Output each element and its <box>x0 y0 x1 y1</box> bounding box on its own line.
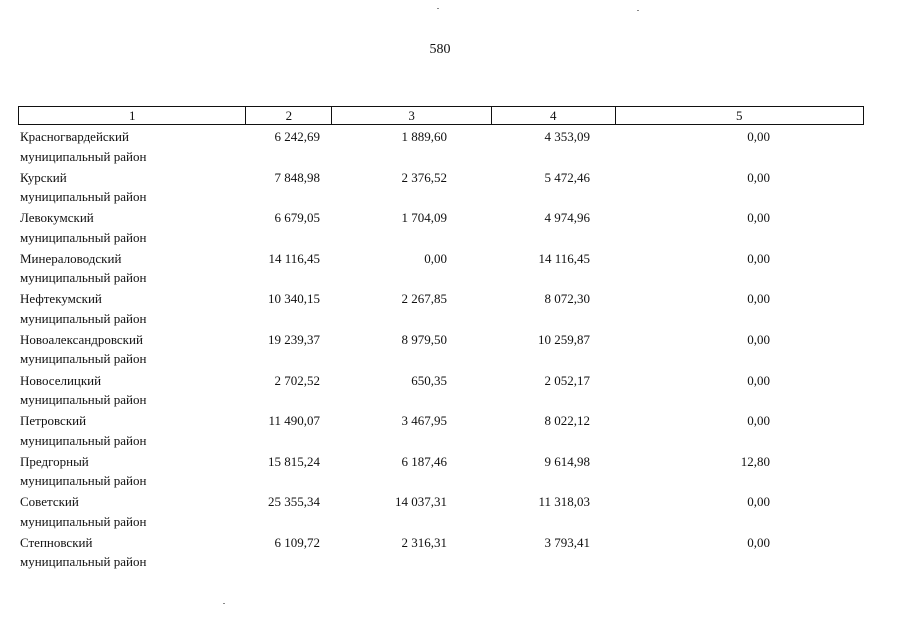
district-name <box>20 411 146 450</box>
value-col-5: 0,00 <box>747 331 770 347</box>
district-name-line1: Нефтекумский <box>20 291 102 307</box>
value-col-2: 10 340,15 <box>268 291 320 307</box>
value-col-5: 0,00 <box>747 534 770 550</box>
column-header-1: 1 <box>128 108 136 123</box>
district-name <box>20 533 146 572</box>
value-col-3: 8 979,50 <box>401 331 447 347</box>
scan-speck <box>437 8 439 9</box>
district-name-line2: муниципальный район <box>20 554 147 570</box>
table-row <box>18 371 864 412</box>
table-row <box>18 168 864 209</box>
value-col-4: 10 259,87 <box>538 331 590 347</box>
value-col-4: 4 974,96 <box>544 210 590 226</box>
value-col-4: 9 614,98 <box>544 453 590 469</box>
district-name <box>20 452 146 491</box>
value-col-4: 4 353,09 <box>544 129 590 144</box>
value-col-3: 6 187,46 <box>401 453 447 469</box>
district-name <box>20 492 146 531</box>
scan-speck <box>223 603 225 604</box>
district-name-line2: муниципальный район <box>20 189 147 205</box>
table-body <box>18 127 864 574</box>
district-name-line2: муниципальный район <box>20 310 147 326</box>
district-name-line1: Предгорный <box>20 453 89 469</box>
value-col-5: 0,00 <box>747 291 770 307</box>
column-header-2: 2 <box>245 107 331 124</box>
value-col-3: 1 889,60 <box>401 129 447 144</box>
district-name <box>20 371 146 410</box>
value-col-4: 14 116,45 <box>538 250 590 266</box>
district-name-line1: Левокумский <box>20 210 94 226</box>
value-col-4: 5 472,46 <box>544 169 590 185</box>
district-name <box>20 330 146 369</box>
district-name-line1: Новоселицкий <box>20 372 102 388</box>
value-col-2: 19 239,37 <box>268 331 320 347</box>
value-col-2: 7 848,98 <box>274 169 320 185</box>
value-col-2: 6 109,72 <box>274 534 320 550</box>
value-col-5: 0,00 <box>747 250 770 266</box>
value-col-4: 8 072,30 <box>544 291 590 307</box>
table-row <box>18 411 864 452</box>
value-col-3: 650,35 <box>411 372 447 388</box>
table-row <box>18 208 864 249</box>
district-name-line2: муниципальный район <box>20 148 147 164</box>
scan-speck <box>637 10 639 11</box>
value-col-2: 6 679,05 <box>274 210 320 226</box>
district-name-line1: Петровский <box>20 413 87 429</box>
value-col-4: 3 793,41 <box>544 534 590 550</box>
table-row <box>18 127 864 168</box>
value-col-3: 0,00 <box>424 250 447 266</box>
value-col-2: 6 242,69 <box>274 129 320 144</box>
district-name-line2: муниципальный район <box>20 270 147 286</box>
table-header <box>18 106 864 125</box>
district-name <box>20 249 146 288</box>
column-header-3: 3 <box>331 107 491 124</box>
value-col-5: 0,00 <box>747 494 770 510</box>
district-name-line1: Минераловодский <box>20 250 122 266</box>
value-col-3: 14 037,31 <box>395 494 447 510</box>
district-name-line1: Степновский <box>20 534 93 550</box>
table-row <box>18 249 864 290</box>
value-col-3: 2 267,85 <box>401 291 447 307</box>
value-col-3: 1 704,09 <box>401 210 447 226</box>
district-name <box>20 289 146 328</box>
column-header-4: 4 <box>491 107 615 124</box>
value-col-4: 11 318,03 <box>538 494 590 510</box>
value-col-4: 2 052,17 <box>544 372 590 388</box>
district-name-line2: муниципальный район <box>20 513 147 529</box>
table-row <box>18 492 864 533</box>
district-name-line2: муниципальный район <box>20 432 147 448</box>
value-col-5: 0,00 <box>747 169 770 185</box>
table-row <box>18 330 864 371</box>
value-col-5: 0,00 <box>747 413 770 429</box>
district-name-line1: Курский <box>20 169 67 185</box>
district-name-line1: Красногвардейский <box>20 129 129 144</box>
district-name-line2: муниципальный район <box>20 351 147 367</box>
table-row <box>18 452 864 493</box>
table-row <box>18 289 864 330</box>
value-col-4: 8 022,12 <box>544 413 590 429</box>
district-name <box>20 127 146 166</box>
value-col-2: 25 355,34 <box>268 494 320 510</box>
district-name <box>20 208 146 247</box>
district-name-line2: муниципальный район <box>20 392 147 408</box>
value-col-2: 11 490,07 <box>268 413 320 429</box>
value-col-2: 15 815,24 <box>268 453 320 469</box>
table-row <box>18 533 864 574</box>
district-name-line2: муниципальный район <box>20 473 147 489</box>
value-col-5: 0,00 <box>747 129 770 144</box>
value-col-5: 0,00 <box>747 372 770 388</box>
value-col-3: 2 316,31 <box>401 534 447 550</box>
district-name-line2: муниципальный район <box>20 229 147 245</box>
value-col-2: 14 116,45 <box>268 250 320 266</box>
page-number: 580 <box>429 42 451 57</box>
column-header-5: 5 <box>615 107 863 124</box>
value-col-5: 0,00 <box>747 210 770 226</box>
district-name-line1: Советский <box>20 494 79 510</box>
district-name-line1: Новоалександровский <box>20 331 143 347</box>
value-col-5: 12,80 <box>740 453 770 469</box>
value-col-3: 2 376,52 <box>401 169 447 185</box>
value-col-2: 2 702,52 <box>274 372 320 388</box>
value-col-3: 3 467,95 <box>401 413 447 429</box>
district-name <box>20 168 146 207</box>
